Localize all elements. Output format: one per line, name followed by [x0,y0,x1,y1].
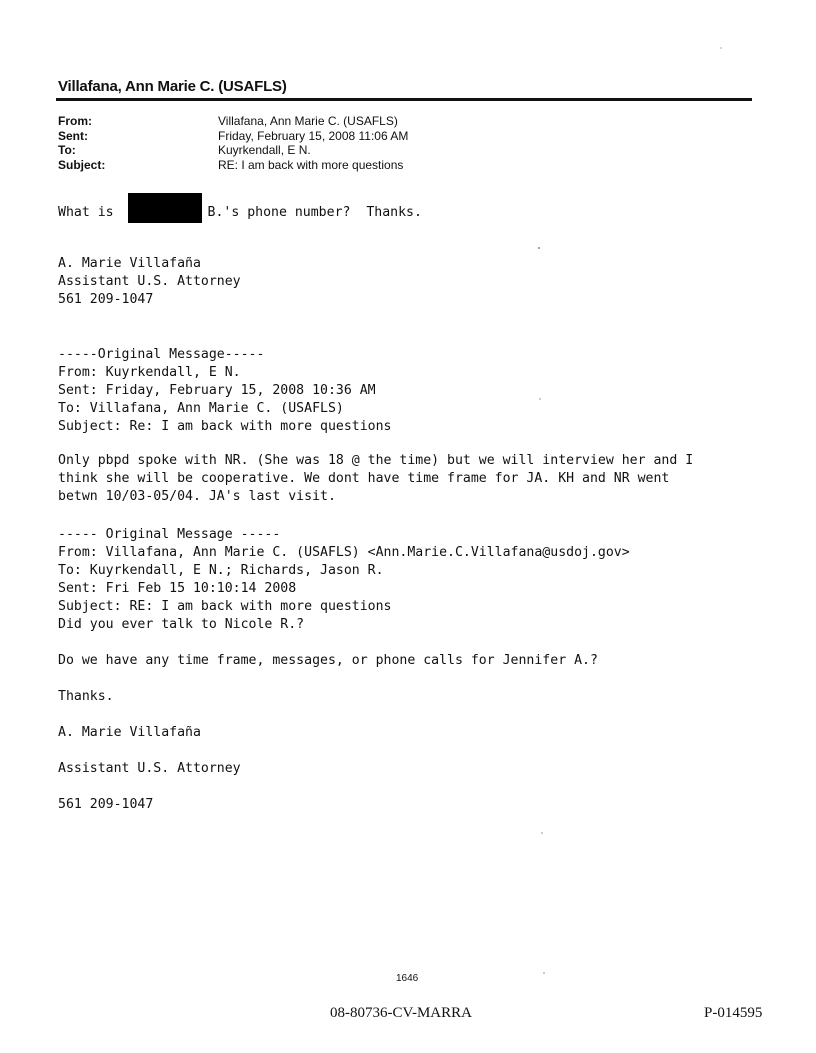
question-line: Did you ever talk to Nicole R.? [58,617,305,632]
email-body-line [58,201,422,223]
original-message-2 [58,508,630,616]
scan-speck [543,972,545,974]
header-label-from: From: [58,114,92,128]
signature-title: Assistant U.S. Attorney [58,274,241,289]
original-message-marker: ----- Original Message ----- [58,527,281,542]
original-message-1-body [58,434,693,506]
original-from: From: Villafana, Ann Marie C. (USAFLS) <Ann.Marie.C.Villafana@usdoj.gov> [58,545,630,560]
header-value-sent: Friday, February 15, 2008 11:06 AM [218,128,409,143]
original-sent: Sent: Friday, February 15, 2008 10:36 AM [58,383,376,398]
thanks-line: Thanks. [58,689,114,704]
signature-title: Assistant U.S. Attorney [58,761,241,776]
signature-phone: 561 209-1047 [58,797,154,812]
email-sender-title: Villafana, Ann Marie C. (USAFLS) [58,78,287,95]
header-value-to: Kuyrkendall, E N. [218,143,311,157]
scan-speck [539,398,541,400]
email-header-table [58,114,408,172]
header-row-to [58,143,408,158]
original-subject: Subject: RE: I am back with more questions [58,599,392,614]
header-row-subject [58,158,408,173]
signature-phone: 561 209-1047 [58,292,154,307]
title-rule [56,98,752,101]
body-text-after-redaction: B.'s phone number? Thanks. [207,205,422,220]
original-to: To: Villafana, Ann Marie C. (USAFLS) [58,401,344,416]
body-text-before-redaction: What is [58,205,122,220]
signature-block [58,237,241,309]
bates-number: P-014595 [704,1005,763,1021]
original-from: From: Kuyrkendall, E N. [58,365,241,380]
body-line: betwn 10/03-05/04. JA's last visit. [58,489,336,504]
header-row-from [58,114,408,129]
redaction-box [128,193,202,223]
original-to: To: Kuyrkendall, E N.; Richards, Jason R. [58,563,384,578]
signature-name: A. Marie Villafaña [58,256,201,271]
original-message-marker: -----Original Message----- [58,347,265,362]
question-line: Do we have any time frame, messages, or phone calls for Jennifer A.? [58,653,598,668]
header-label-to: To: [58,143,76,157]
page-number: 1646 [396,973,419,984]
header-value-from: Villafana, Ann Marie C. (USAFLS) [218,114,398,128]
original-sent: Sent: Fri Feb 15 10:10:14 2008 [58,581,297,596]
case-number: 08-80736-CV-MARRA [330,1005,472,1021]
scan-speck [541,832,543,834]
body-line: Only pbpd spoke with NR. (She was 18 @ the time) but we will interview her and I [58,453,694,468]
body-line: think she will be cooperative. We dont have time frame for JA. KH and NR went [58,471,670,486]
header-label-subject: Subject: [58,157,106,172]
signature-name: A. Marie Villafaña [58,725,201,740]
scan-speck [538,247,540,249]
header-label-sent: Sent: [58,128,88,143]
header-value-subject: RE: I am back with more questions [218,157,404,172]
original-subject: Subject: Re: I am back with more questions [58,419,392,434]
header-row-sent [58,129,408,144]
original-message-1 [58,328,391,436]
scan-speck [720,47,722,49]
